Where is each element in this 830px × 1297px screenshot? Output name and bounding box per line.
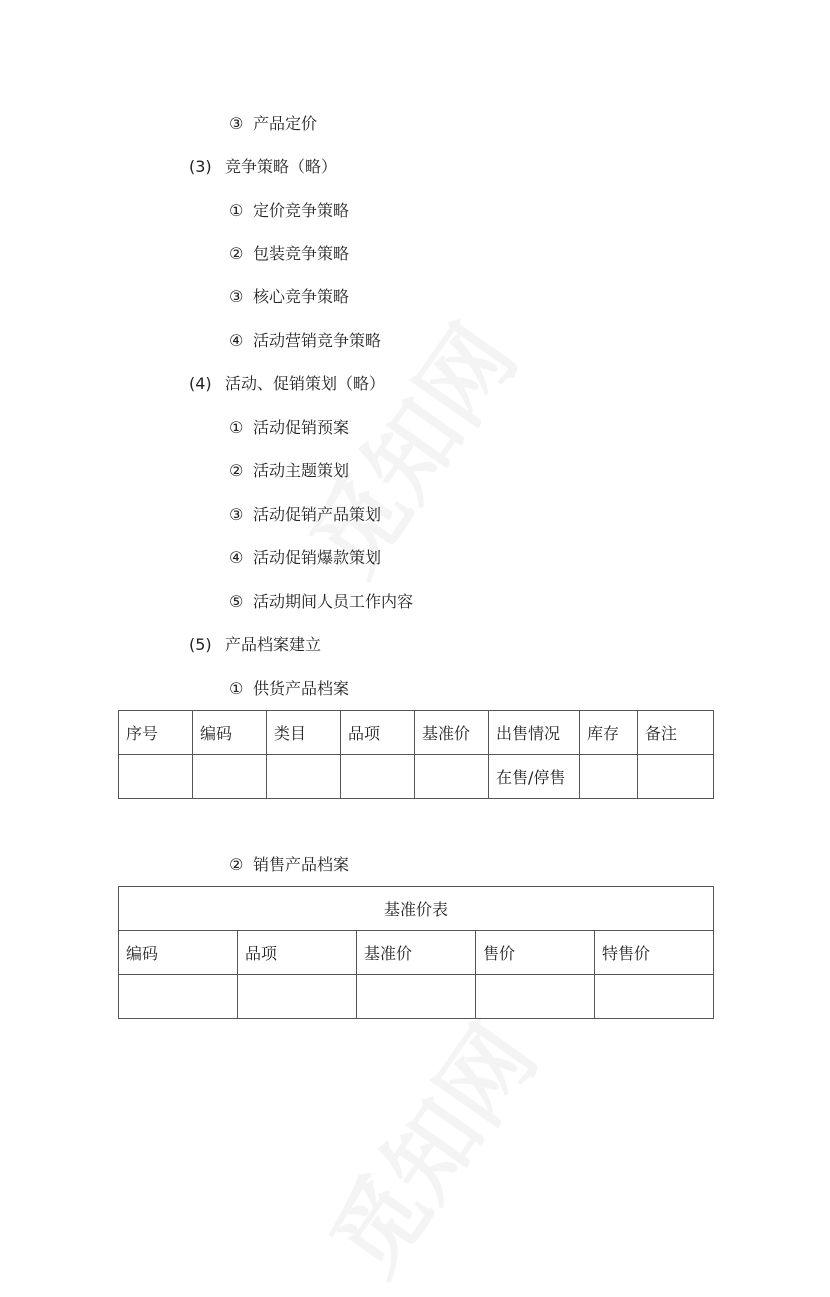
outline-item: ① 定价竞争策略 [229, 201, 350, 220]
table-cell [595, 975, 714, 1019]
header-cell: 基准价 [415, 711, 489, 755]
table-cell: 在售/停售 [489, 755, 580, 799]
header-cell: 特售价 [595, 931, 714, 975]
outline-item: ④ 活动营销竞争策略 [229, 331, 382, 350]
outline-item: ④ 活动促销爆款策划 [229, 548, 382, 567]
table-header-row [119, 711, 714, 755]
header-cell: 售价 [476, 931, 595, 975]
table-cell [580, 755, 638, 799]
table-cell [193, 755, 267, 799]
table-row [119, 755, 714, 799]
outline-item: ③ 核心竞争策略 [229, 287, 350, 306]
table-title: 基准价表 [119, 887, 714, 931]
table-cell [119, 755, 193, 799]
outline-item: ① 供货产品档案 [229, 679, 350, 698]
header-cell: 编码 [193, 711, 267, 755]
table-cell [415, 755, 489, 799]
header-cell: 类目 [267, 711, 341, 755]
header-cell: 品项 [238, 931, 357, 975]
outline-heading: (5) 产品档案建立 [189, 635, 322, 654]
table-cell [638, 755, 714, 799]
table-cell [267, 755, 341, 799]
header-cell: 基准价 [357, 931, 476, 975]
outline-heading: (4) 活动、促销策划（略） [189, 374, 386, 393]
table-header-row [119, 931, 714, 975]
header-cell: 库存 [580, 711, 638, 755]
outline-item: ② 包装竞争策略 [229, 244, 350, 263]
outline-item: ① 活动促销预案 [229, 418, 350, 437]
table-cell [357, 975, 476, 1019]
table-cell [119, 975, 238, 1019]
supply-product-table [118, 710, 714, 799]
watermark-bottom [295, 995, 561, 1297]
table-cell [238, 975, 357, 1019]
table-title-row [119, 887, 714, 931]
outline-item: ③ 产品定价 [229, 114, 318, 133]
outline-item: ③ 活动促销产品策划 [229, 505, 382, 524]
outline-item: ② 活动主题策划 [229, 461, 350, 480]
header-cell: 序号 [119, 711, 193, 755]
table-cell [341, 755, 415, 799]
table-row [119, 975, 714, 1019]
header-cell: 备注 [638, 711, 714, 755]
outline-item: ⑤ 活动期间人员工作内容 [229, 592, 414, 611]
outline-heading: (3) 竞争策略（略） [189, 157, 338, 176]
outline-item: ② 销售产品档案 [229, 855, 350, 874]
table-cell [476, 975, 595, 1019]
base-price-table [118, 886, 714, 1019]
header-cell: 品项 [341, 711, 415, 755]
header-cell: 出售情况 [489, 711, 580, 755]
header-cell: 编码 [119, 931, 238, 975]
